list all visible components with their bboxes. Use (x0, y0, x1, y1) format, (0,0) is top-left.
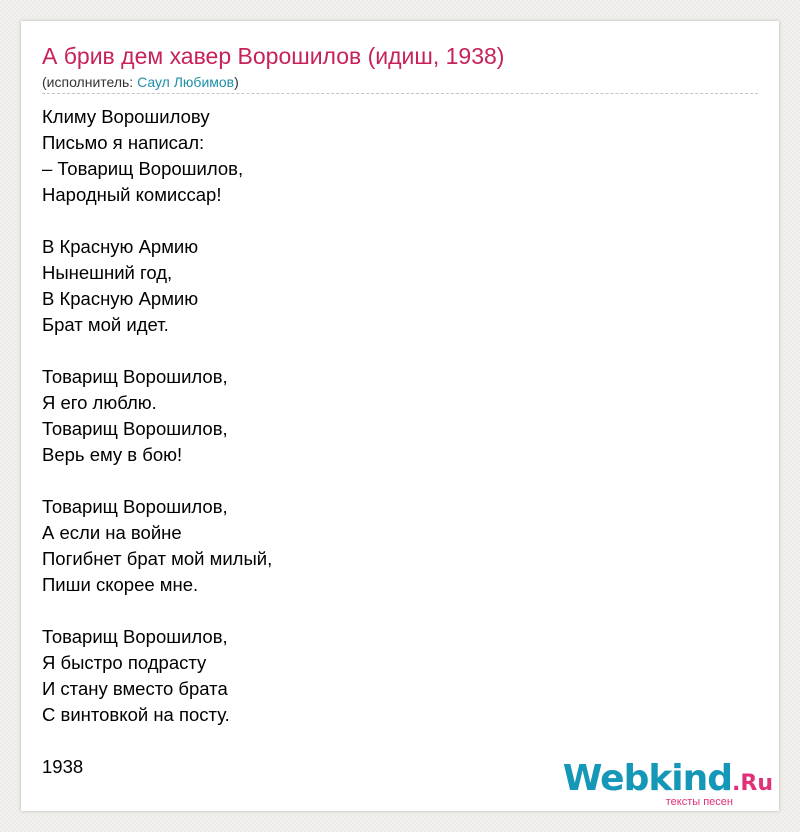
lyric-line: Брат мой идет. (42, 314, 169, 335)
performer-prefix: (исполнитель: (42, 74, 138, 90)
lyrics-card (21, 21, 779, 811)
lyric-line: Пиши скорее мне. (42, 574, 199, 595)
lyric-line: Товарищ Ворошилов, (42, 418, 228, 439)
performer-link[interactable]: Саул Любимов (137, 74, 235, 90)
stanza (42, 364, 272, 468)
stanza (42, 494, 272, 598)
lyric-line: Климу Ворошилову (42, 106, 210, 127)
lyric-line: Погибнет брат мой милый, (42, 548, 273, 569)
performer-line (42, 73, 239, 91)
lyric-line: Народный комиссар! (42, 184, 222, 205)
logo-tagline: тексты песен (665, 796, 733, 808)
logo-brand: Webkind (562, 758, 733, 799)
stanza (42, 624, 272, 728)
lyric-line: Я его люблю. (42, 392, 157, 413)
title-divider (42, 93, 758, 94)
lyric-line: Товарищ Ворошилов, (42, 626, 228, 647)
lyric-line: И стану вместо брата (42, 678, 228, 699)
lyric-line: С винтовкой на посту. (42, 704, 230, 725)
song-year: 1938 (42, 756, 84, 777)
lyric-line: Нынешний год, (42, 262, 173, 283)
lyric-line: Товарищ Ворошилов, (42, 366, 228, 387)
logo-tld: .Ru (732, 771, 773, 796)
lyric-line: Верь ему в бою! (42, 444, 183, 465)
lyric-line: А если на войне (42, 522, 182, 543)
stanza (42, 104, 272, 208)
site-logo[interactable] (563, 760, 773, 809)
lyrics-body (42, 104, 272, 754)
stanza (42, 234, 272, 338)
performer-suffix: ) (234, 74, 239, 90)
song-title: А брив дем хавер Ворошилов (идиш, 1938) (42, 43, 505, 69)
lyric-line: – Товарищ Ворошилов, (42, 158, 244, 179)
lyric-line: В Красную Армию (42, 288, 199, 309)
lyric-line: Я быстро подрасту (42, 652, 207, 673)
lyric-line: В Красную Армию (42, 236, 199, 257)
lyric-line: Письмо я написал: (42, 132, 205, 153)
lyric-line: Товарищ Ворошилов, (42, 496, 228, 517)
